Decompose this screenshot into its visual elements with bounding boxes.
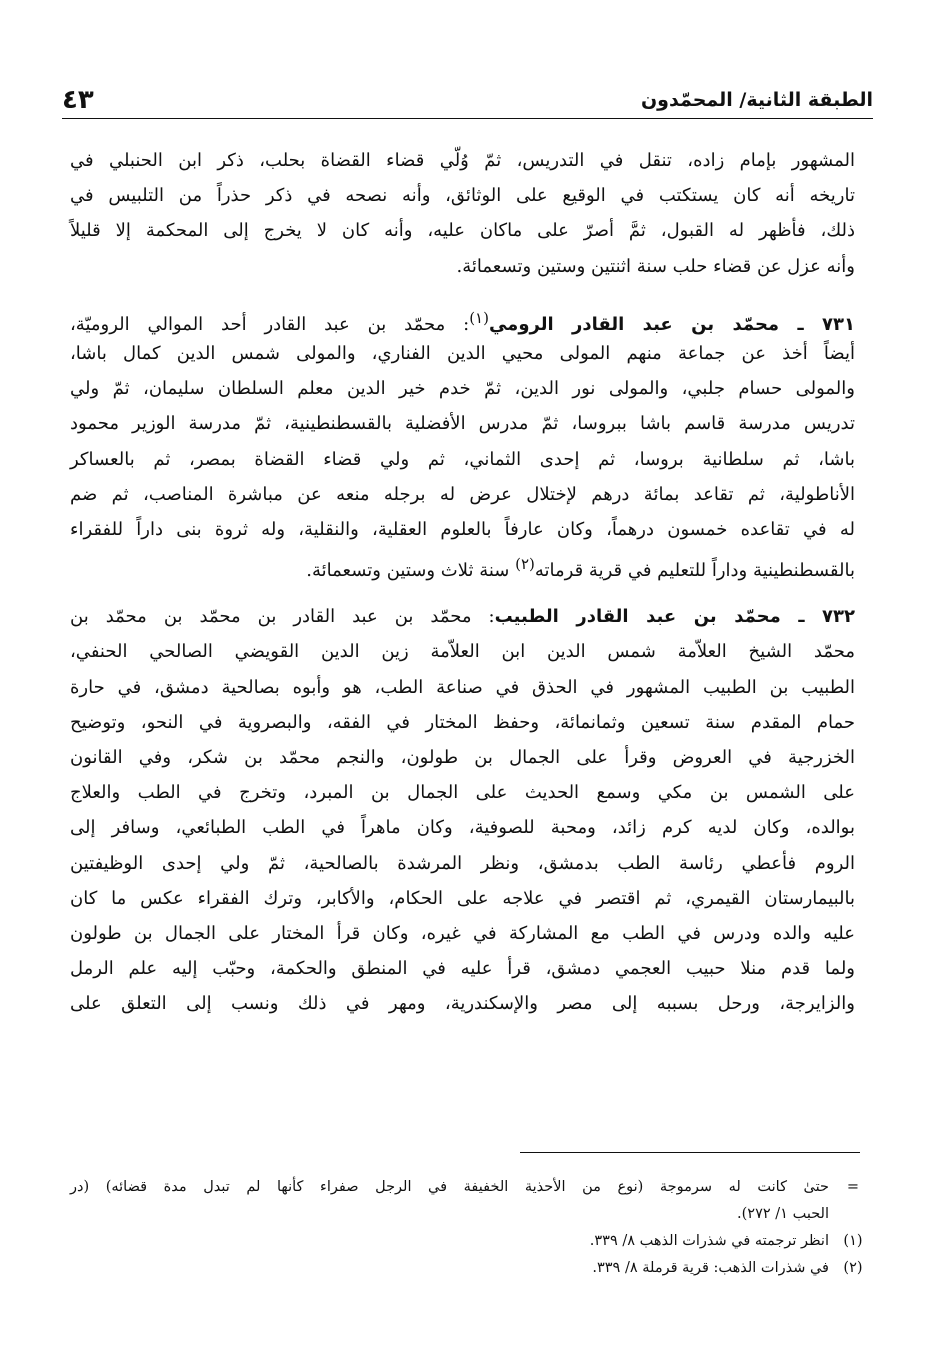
entry-732 — [70, 599, 855, 1021]
page-number: ٤٣ — [62, 85, 94, 115]
footnote-mark: (٢) — [843, 1260, 863, 1276]
text-fragment: بالقسطنطينية وداراً للتعليم في قرية قرماته — [534, 560, 855, 582]
text-line — [70, 301, 855, 336]
footnote-line: انظر ترجمته في شذرات الذهب ٨/ ٣٣٩. — [589, 1233, 829, 1249]
text-line: المشهور بإمام زاده، تنقل في التدريس، ثمّ وُلّي قضاء القضاة بحلب، ذكر ابن الحنبلي في — [70, 150, 855, 171]
text-line: عليه والده ودرس في الطب مع المشاركة في غيره، وكان قرأ المختار على الجمال بن طولون — [70, 922, 855, 944]
footnote-ref: (٢) — [515, 555, 535, 574]
text-line: له في تقاعده خمسون درهماً، وكان عارفاً بالعلوم العقلية، والنقلية، وله ثروة بنى داراً للفقراء — [70, 518, 855, 540]
text-line: الأناطولية، ثم تقاعد بمائة درهم لإختلال عرض له برجله منعه عن مباشرة المناصب، ثم ضم — [70, 483, 855, 505]
footnote-line: في شذرات الذهب: قرية قرملة ٨/ ٣٣٩. — [592, 1260, 829, 1276]
text-line: وأنه عزل عن قضاء حلب سنة اثنتين وستين وتسعمائة. — [456, 255, 855, 277]
text-line: محمّد الشيخ العلاّمة شمس الدين ابن العلاّمة زين الدين القويضي الصالحي الحنفي، — [70, 641, 855, 663]
text-line: ولما قدم منلا حبيب العجمي دمشق، قرأ عليه في المنطق والحكمة، وحبّب إليه علم الرمل — [70, 958, 855, 980]
text-line: والزايرجة، ورحل بسببه إلى مصر والإسكندرية، ومهر في ذلك ونسب إلى التعلق على — [70, 993, 855, 1015]
text-fragment: سنة ثلاث وستين وتسعمائة. — [306, 560, 516, 582]
text-line: بوالده، وكان لديه كرم زائد، ومحبة للصوفية، وكان ماهراً في الطب الطبائعي، وسافر إلى — [70, 817, 855, 839]
text-line: أيضاً أخذ عن جماعة منهم المولى محيي الدين الفناري، والمولى شمس الدين كمال باشا، — [70, 342, 855, 364]
footnote-ref: (١) — [469, 308, 489, 327]
footnote-line: حتىٰ كانت له سرموجة (نوع من الأحذية الخفيفة في الرجل صفراء كأنها لم تبدل مدة قضائه) (در — [70, 1179, 829, 1195]
entry-731 — [70, 301, 855, 583]
footnote-mark: (١) — [843, 1233, 863, 1249]
footnote-line: الحبب ١/ ٢٧٢). — [737, 1206, 829, 1222]
text-line: الروم فأعطي رئاسة الطب بدمشق، ونظر المرشدة بالصالحية، ثمّ ولي إحدى الوظيفتين — [70, 852, 855, 874]
text-line: حمام المقدم سنة تسعين وثمانمائة، وحفظ المختار في الفقه، والبصروية في النحو، وتوضيح — [70, 711, 855, 733]
page-header — [62, 82, 873, 119]
text-line: الطبيب بن الطبيب المشهور في الحذق في صناعة الطب، هو وأبوه بصالحية دمشق، في حارة — [70, 676, 855, 698]
entry-heading: ٧٣٢ ـ محمّد بن عبد القادر الطبيب — [494, 606, 855, 628]
text-line: الخزرجية في العروض وقرأ على الجمال بن طولون، والنجم محمّد بن شكر، وفي القانون — [70, 747, 855, 768]
footnote-2 — [70, 1255, 877, 1282]
text-line: باشا، ثم سلطانية بروسا، ثم إحدى الثماني، ثم ولي قضاء القضاة بمصر، ثم بالعساكر — [70, 448, 855, 470]
entry-intro: : محمّد بن عبد القادر بن محمّد بن محمّد بن — [70, 606, 495, 628]
text-line: تدريس مدرسة قاسم باشا ببروسا، ثمّ مدرس الأفضلية بالقسطنطينية، ثمّ مدرسة الوزير محمود — [70, 413, 855, 435]
continuation-mark: = — [846, 1179, 860, 1195]
text-line: على الشمس بن مكي وسمع الحديث على الجمال بن المبرد، وتخرج في الطب والعلاج — [70, 782, 855, 804]
main-text — [70, 143, 855, 1022]
footnote-separator — [520, 1152, 860, 1153]
text-line: ذلك، فأظهر له القبول، ثمَّ أصرّ على ماكان عليه، وأنه كان لا يخرج إلى المحكمة إلا قليلاً — [70, 220, 855, 242]
footnote-continuation — [70, 1174, 877, 1228]
footnote-1 — [70, 1228, 877, 1255]
footnotes — [70, 1174, 877, 1282]
text-line — [70, 547, 855, 582]
text-line: بالبيمارستان القيمري، ثم اقتصر في علاجه على الحكام، والأكابر، وترك الفقراء عكس ما كان — [70, 887, 855, 909]
entry-heading: ٧٣١ ـ محمّد بن عبد القادر الرومي — [488, 313, 855, 335]
entry-intro: : محمّد بن عبد القادر أحد الموالي الروميّة، — [70, 313, 470, 335]
text-line — [70, 599, 855, 634]
text-line: والمولى حسام جلبي، والمولى نور الدين، ثمّ خدم خير الدين معلم السلطان سليمان، ثمّ ولي — [70, 378, 855, 400]
paragraph-continuation — [70, 143, 855, 284]
text-line: تاريخه أنه كان يستكتب في الوقيع على الوثائق، وأنه نصحه في ذكر حذراً من التلبيس في — [70, 185, 855, 207]
running-title: الطبقة الثانية/ المحمّدون — [640, 89, 873, 111]
